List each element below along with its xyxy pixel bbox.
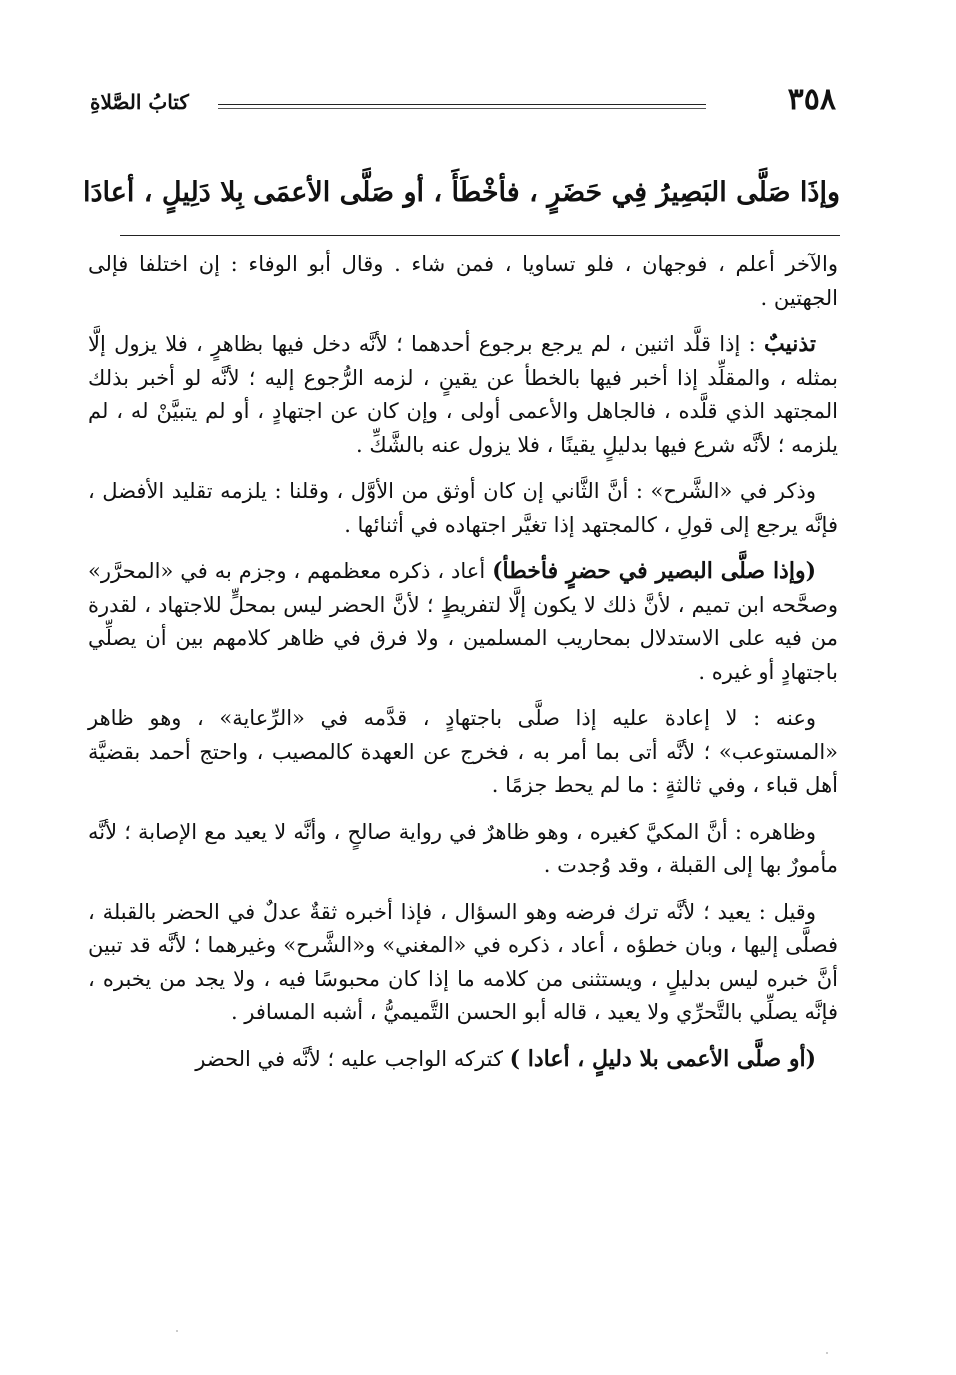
- paragraph: [88, 555, 838, 689]
- paragraph-text: أعاد ، ذكره معظمهم ، وجزم به في «المحرَّر» وصحَّحه ابن تميم ، لأنَّ ذلك لا يكون إلَّا لتفريطٍ ؛ لأنَّ الحضر ليس بمحلٍّ للاجتهاد ، لقدرة من فيه على الاستدلال بمحاريب المسلمين ، ولا فرق في ظاهر كلامهم بين أن يصلِّي باجتهادٍ أو غيره .: [88, 559, 838, 684]
- page-number: ٣٥٨: [787, 82, 836, 117]
- page-header: [90, 82, 836, 126]
- paragraph-text: كتركه الواجب عليه ؛ لأنَّه في الحضر: [195, 1046, 510, 1071]
- paragraph-text: وظاهره : أنَّ المكيَّ كغيره ، وهو ظاهرٌ في رواية صالحٍ ، وأنَّه لا يعيد مع الإصابة ؛ لأنَّه مأمورٌ بها إلى القبلة ، وقد وُجدت .: [88, 819, 838, 877]
- matn-separator-rule: [120, 235, 840, 236]
- paragraph: [88, 896, 838, 1030]
- scan-speck: [826, 1352, 828, 1354]
- commentary-body: [88, 248, 838, 1089]
- paragraph: [88, 702, 838, 803]
- scan-speck: [176, 1330, 178, 1332]
- paragraph: [88, 816, 838, 883]
- paragraph-lead: (أو صلَّى الأعمى بلا دليلٍ ، أعادا ): [509, 1045, 816, 1072]
- paragraph: [88, 248, 838, 315]
- paragraph: [88, 328, 838, 462]
- paragraph-lead: (وإذا صلَّى البصير في حضرٍ فأخطأ): [492, 558, 816, 584]
- paragraph-lead: تذنيبٌ: [763, 331, 816, 357]
- running-title: كتابُ الصَّلاةِ: [90, 90, 189, 114]
- paragraph-text: : إذا قلَّد اثنين ، لم يرجع برجوع أحدهما ؛ لأنَّه دخل فيها بظاهرٍ ، فلا يزول إلَّا بمثله ، والمقلِّد إذا أخبر فيها بالخطأ عن يقينٍ ، لزمه الرُّجوع إليه ؛ لأنَّه لو أخبر بذلك المجتهد الذي قلَّده ، فالجاهل والأعمى أولى ، وإن كان عن اجتهادٍ ، أو لم يتبيَّنْ له ، لم يلزمه ؛ لأنَّه شرع فيها بدليلٍ يقينًا ، فلا يزول عنه بالشَّكِّ .: [88, 332, 838, 457]
- header-rule: [218, 104, 706, 105]
- paragraph-text: وذكر في «الشَّرح» : أنَّ الثَّاني إن كان أوثق من الأوَّل ، وقلنا : يلزمه تقليد الأفضل ، فإنَّه يرجع إلى قولِ ، كالمجتهد إذا تغيَّر اجتهاده في أثنائها .: [88, 479, 838, 537]
- paragraph-text: والآخر أعلم ، فوجهان ، فلو تساويا ، فمن شاء . وقال أبو الوفاء : إن اختلفا فإلى الجهتين .: [88, 252, 838, 310]
- paragraph-text: وعنه : لا إعادة عليه إذا صلَّى باجتهادٍ ، قدَّمه في «الرِّعاية» ، وهو ظاهر «المستوعب» ؛ لأنَّه أتى بما أمر به ، فخرج عن العهدة كالمصيب ، واحتج أحمد بقضيَّة أهل قباء ، وفي ثالثةٍ : ما لم يحط جزمًا .: [88, 706, 838, 797]
- header-rule-secondary: [218, 108, 706, 109]
- matn-text: وإذَا صَلَّى البَصِيرُ فِي حَضَرٍ ، فأخْطَأَ ، أو صَلَّى الأعمَى بِلا دَلِيلٍ ، أعادَا: [83, 177, 840, 208]
- paragraph-text: وقيل : يعيد ؛ لأنَّه ترك فرضه وهو السؤال ، فإذا أخبره ثقةٌ عدلٌ في الحضر بالقبلة ، فصلَّى إليها ، وبان خطؤه ، أعاد ، ذكره في «المغني» و«الشَّرح» وغيرهما ؛ لأنَّه قد تبين أنَّ خبره ليس بدليلٍ ، ويستثنى من كلامه ما إذا كان محبوسًا فيه ، ولا يجد من يخبره ، فإنَّه يصلِّي بالتَّحرِّي ولا يعيد ، قاله أبو الحسن التَّميميُّ ، أشبه المسافر .: [88, 899, 838, 1024]
- paragraph: [88, 1043, 838, 1077]
- paragraph: [88, 475, 838, 542]
